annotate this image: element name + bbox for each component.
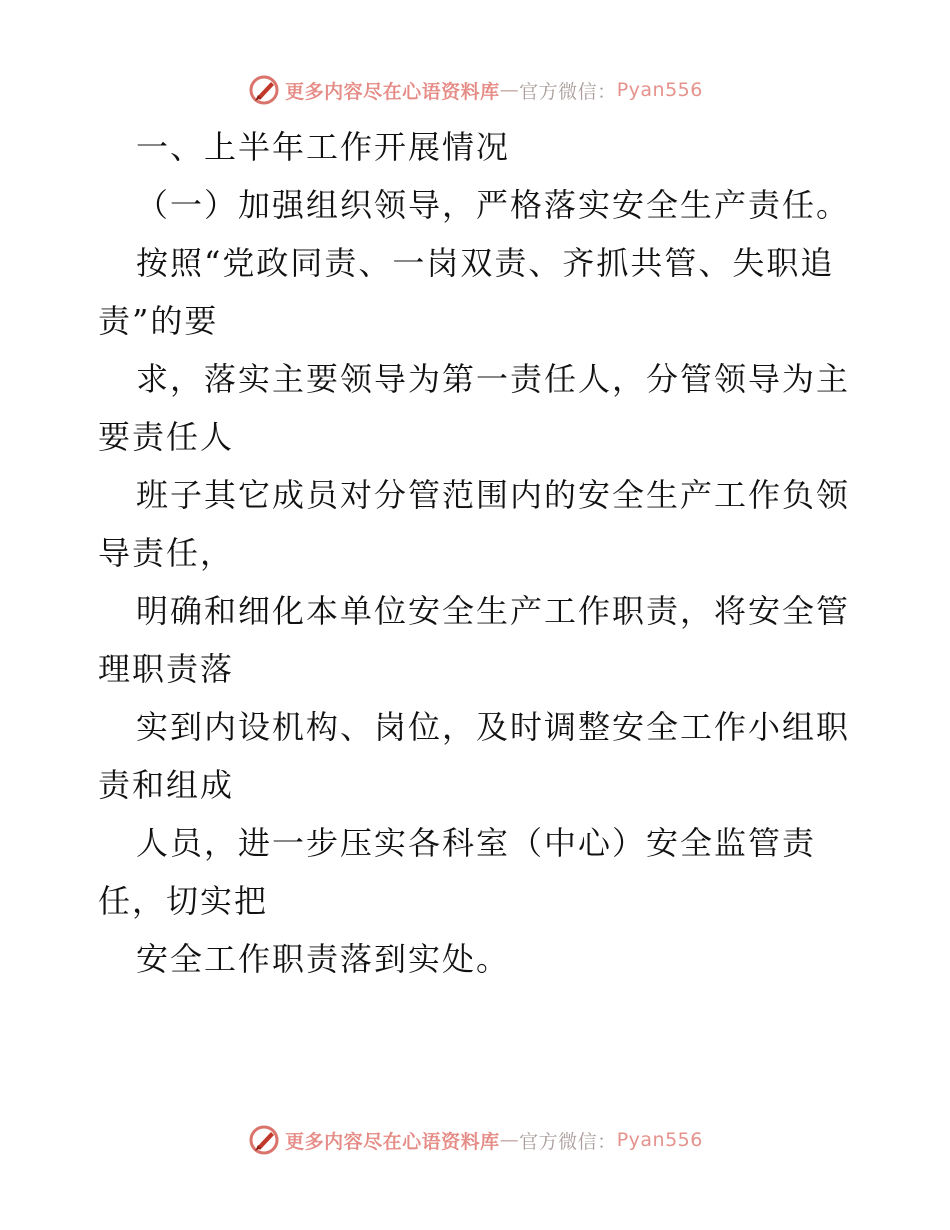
watermark-dash: — <box>499 79 520 101</box>
document-body <box>98 118 858 988</box>
watermark-text <box>285 1127 703 1154</box>
watermark-text <box>285 77 703 104</box>
paragraph-line: 任，切实把 <box>98 882 269 920</box>
pen-logo-icon <box>247 1123 281 1157</box>
paragraph-line: 按照“党政同责、一岗双责、齐抓共管、失职追 <box>136 244 835 282</box>
paragraph-line: 导责任， <box>98 534 235 572</box>
paragraph-line: 明确和细化本单位安全生产工作职责，将安全管 <box>136 592 851 630</box>
subsection-heading: （一）加强组织领导，严格落实安全生产责任。 <box>136 186 851 224</box>
watermark-brand: 更多内容尽在心语资料库 <box>285 1130 500 1153</box>
watermark-wechat-label: 官方微信： <box>519 80 617 103</box>
watermark-wechat-id: Pyan556 <box>616 1129 703 1151</box>
paragraph-line: 求，落实主要领导为第一责任人，分管领导为主 <box>136 360 851 398</box>
watermark-wechat-id: Pyan556 <box>616 79 703 101</box>
paragraph-line: 实到内设机构、岗位，及时调整安全工作小组职 <box>136 708 851 746</box>
paragraph-line: 要责任人 <box>98 418 235 456</box>
paragraph-line: 安全工作职责落到实处。 <box>136 940 511 978</box>
paragraph-line: 班子其它成员对分管范围内的安全生产工作负领 <box>136 476 851 514</box>
footer-watermark <box>0 1122 950 1158</box>
paragraph-line: 人员，进一步压实各科室（中心）安全监管责 <box>136 824 817 862</box>
paragraph-line: 责和组成 <box>98 766 235 804</box>
watermark-brand: 更多内容尽在心语资料库 <box>285 80 500 103</box>
watermark-wechat-label: 官方微信： <box>519 1130 617 1153</box>
section-heading: 一、上半年工作开展情况 <box>136 128 511 166</box>
watermark-dash: — <box>499 1129 520 1151</box>
paragraph-line: 责”的要 <box>98 302 219 340</box>
pen-logo-icon <box>247 73 281 107</box>
header-watermark <box>0 72 950 108</box>
paragraph-line: 理职责落 <box>98 650 235 688</box>
